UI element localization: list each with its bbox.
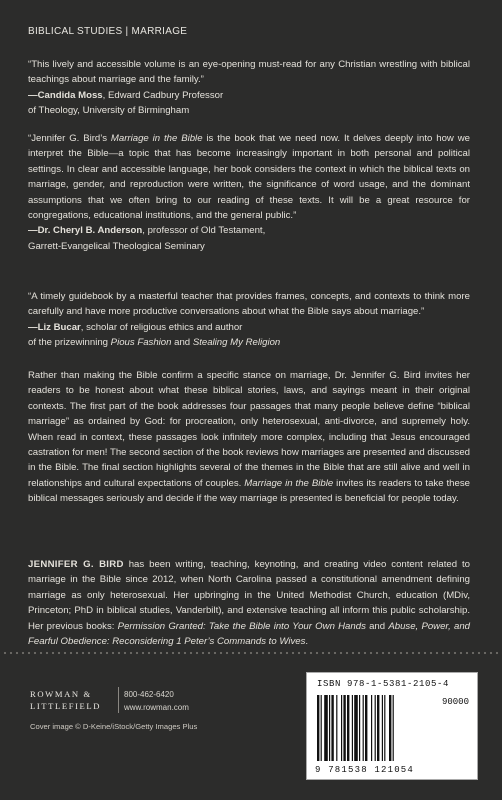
endorser-affiliation: Garrett-Evangelical Theological Seminary: [28, 240, 205, 252]
endorsement-anderson: [28, 131, 470, 254]
logo-line: LITTLEFIELD: [30, 701, 102, 711]
description-paragraph: [28, 368, 470, 507]
publisher-divider: [118, 687, 119, 713]
endorsement-body: is the book that we need now. It delves deeply into how we interpret the Bible—a topic that has become increasingly important in both personal and political settings. In clear and accessible language, her book considers the context in which the biblical texts on marriage, gender, and reproduction were written, the significance of word usage, and the dominant assumptions that we often bring to our reading of these texts. It will be a great resource for congregations, educational institutions, and the general public.”: [28, 133, 470, 222]
bio-text: .: [305, 636, 309, 648]
endorsement-attribution: [28, 320, 470, 351]
price-code: 90000: [441, 697, 469, 707]
endorsement-attribution: [28, 88, 470, 119]
conjunction: and: [171, 337, 193, 349]
author-name: JENNIFER G. BIRD: [28, 559, 124, 570]
previous-book-title: Permission Granted: Take the Bible into Your Own Hands: [117, 620, 366, 632]
previous-book-title: Abuse, Power, and Fearful Obedience: Reconsidering 1 Peter’s Commands to Wives: [28, 620, 470, 648]
endorsement-text: [28, 131, 470, 223]
endorser-role: , scholar of religious ethics and author: [80, 321, 243, 333]
isbn-barcode: [306, 672, 478, 780]
author-bio: [28, 557, 470, 649]
bio-paragraph: [28, 557, 470, 649]
isbn-text: ISBN 978-1-5381-2105-4: [317, 679, 450, 689]
bio-text: has been writing, teaching, keynoting, and creating video content related to marriage in the Bible since 2012, when North Carolina passed a constitutional amendment defining marriage as only heterosexual. Her upbringing in the United Methodist Church, education (MDiv, Princeton; PhD in biblical studies, Vanderbilt), and extensive teaching all inform this public scholarship. Her previous books:: [28, 559, 470, 632]
publisher-website: www.rowman.com: [124, 703, 189, 712]
logo-line: ROWMAN &: [30, 689, 92, 699]
publisher-phone: 800-462-6420: [124, 690, 174, 699]
barcode-icon: [315, 695, 423, 763]
category-label: BIBLICAL STUDIES | MARRIAGE: [28, 26, 188, 37]
endorser-name: —Dr. Cheryl B. Anderson: [28, 225, 143, 237]
endorser-name: —Candida Moss: [28, 89, 103, 101]
book-title: Marriage in the Bible: [110, 133, 203, 144]
publisher-contact: [124, 688, 189, 714]
endorsement-text: “A timely guidebook by a masterful teacher that provides frames, concepts, and contexts to think more carefully and have more productive conversations about what the Bible says about marriage.”: [28, 291, 470, 318]
endorser-role: , professor of Old Testament,: [142, 225, 266, 237]
endorser-book-title: Pious Fashion: [110, 337, 172, 349]
cover-image-credit: Cover image © D-Keine/iStock/Getty Images Plus: [30, 722, 198, 731]
bio-text: and: [365, 620, 389, 632]
endorser-name: —Liz Bucar: [28, 321, 81, 333]
endorsement-attribution: [28, 223, 470, 254]
book-title: Marriage in the Bible: [244, 477, 334, 489]
endorsement-bucar: [28, 289, 470, 351]
endorsement-text: “This lively and accessible volume is an eye-opening must-read for any Christian wrestling with biblical teachings about marriage and the family.”: [28, 59, 470, 86]
endorser-affiliation: of Theology, University of Birmingham: [28, 105, 190, 117]
endorsement-moss: [28, 57, 470, 119]
publisher-logo: [30, 688, 112, 712]
dotted-divider: [0, 650, 502, 658]
endorser-book-title: Stealing My Religion: [192, 337, 281, 349]
description-text: invites its readers to take these biblical messages seriously and decide if the way marriage is presented is beneficial for people today.: [28, 477, 470, 505]
endorser-role: , Edward Cadbury Professor: [102, 89, 224, 101]
barcode-digits: 9 781538 121054: [315, 765, 415, 775]
book-description: [28, 368, 470, 507]
endorser-affiliation: of the prizewinning: [28, 337, 111, 349]
description-text: Rather than making the Bible confirm a specific stance on marriage, Dr. Jennifer G. Bird invites her readers to be honest about what these biblical stories, laws, and sayings meant in their original contexts. The first part of the book addresses four passages that many people believe define “biblical marriage” as ordained by God: for procreation, only heterosexual, anti-divorce, and supremely holy. When read in context, these passages look infinitely more complex, including that Jesus encouraged castration for men! The second section of the book reviews how marriages are presented and discussed in the Bible. The final section highlights several of the themes in the Bible that are still alive and well in relationships and cultural expectations of couples.: [28, 370, 470, 489]
endorsement-lead: “Jennifer G. Bird’s: [28, 133, 111, 144]
